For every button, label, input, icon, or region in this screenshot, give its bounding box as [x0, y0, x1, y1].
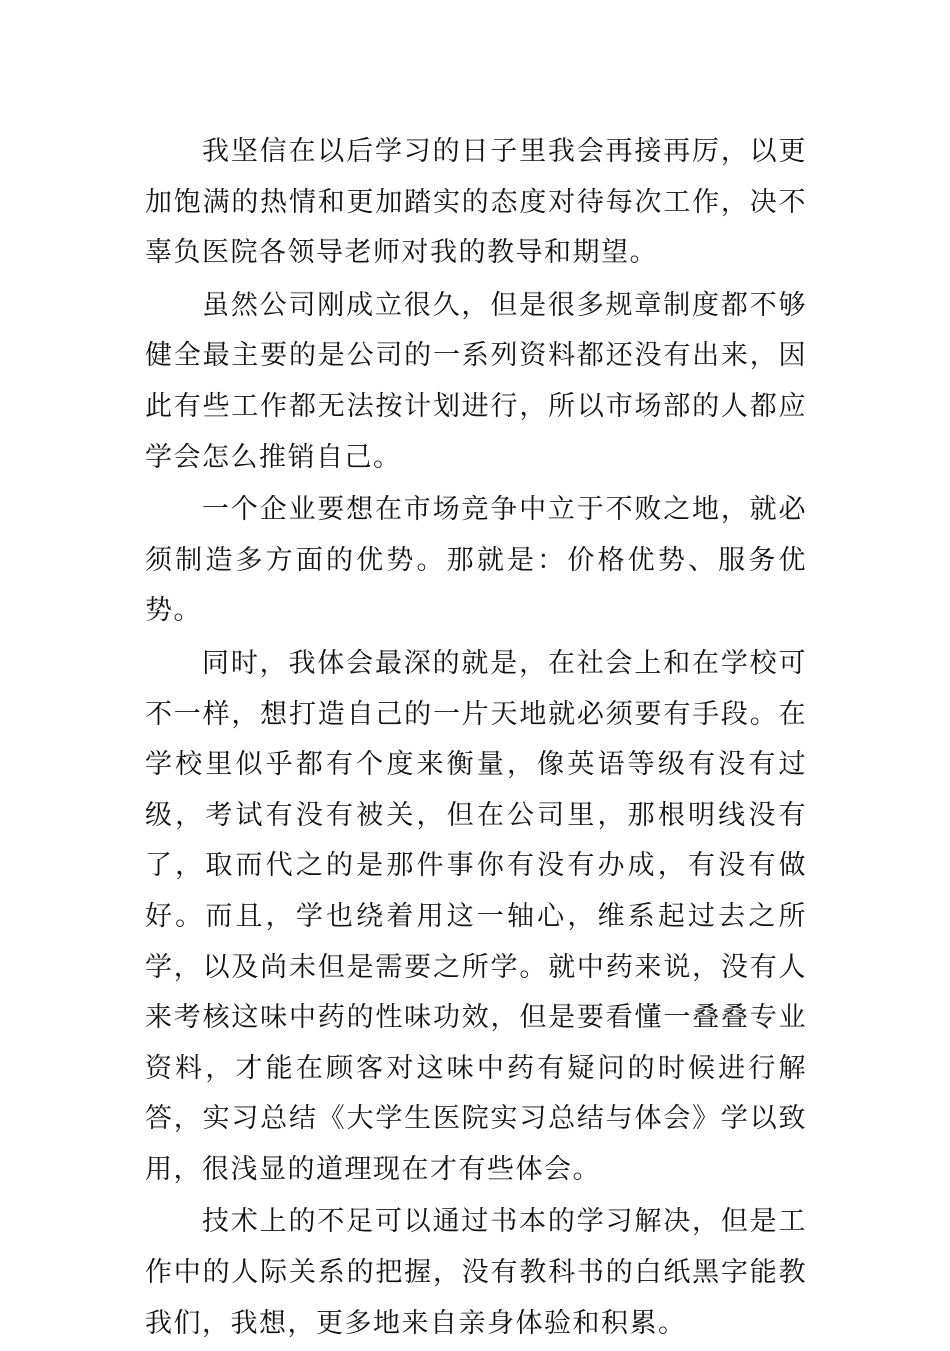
- paragraph-4: 同时，我体会最深的就是，在社会上和在学校可不一样，想打造自己的一片天地就必须要有手段。在学校里似乎都有个度来衡量，像英语等级有没有过级，考试有没有被关，但在公司里，那根明线没有了，取而代之的是那件事你有没有办成，有没有做好。而且，学也绕着用这一轴心，维系起过去之所学，以及尚未但是需要之所学。就中药来说，没有人来考核这味中药的性味功效，但是要看懂一叠叠专业资料，才能在顾客对这味中药有疑问的时候进行解答，实习总结《大学生医院实习总结与体会》学以致用，很浅显的道理现在才有些体会。: [145, 647, 807, 1185]
- paragraph-2: 虽然公司刚成立很久，但是很多规章制度都不够健全最主要的是公司的一系列资料都还没有出来，因此有些工作都无法按计划进行，所以市场部的人都应学会怎么推销自己。: [145, 289, 807, 473]
- paragraph-5: 技术上的不足可以通过书本的学习解决，但是工作中的人际关系的把握，没有教科书的白纸黑字能教我们，我想，更多地来自亲身体验和积累。: [145, 1206, 807, 1339]
- paragraph-3: 一个企业要想在市场竞争中立于不败之地，就必须制造多方面的优势。那就是：价格优势、服务优势。: [145, 494, 807, 627]
- document-body: [145, 127, 807, 1351]
- paragraph-1: 我坚信在以后学习的日子里我会再接再厉，以更加饱满的热情和更加踏实的态度对待每次工作，决不辜负医院各领导老师对我的教导和期望。: [145, 136, 807, 269]
